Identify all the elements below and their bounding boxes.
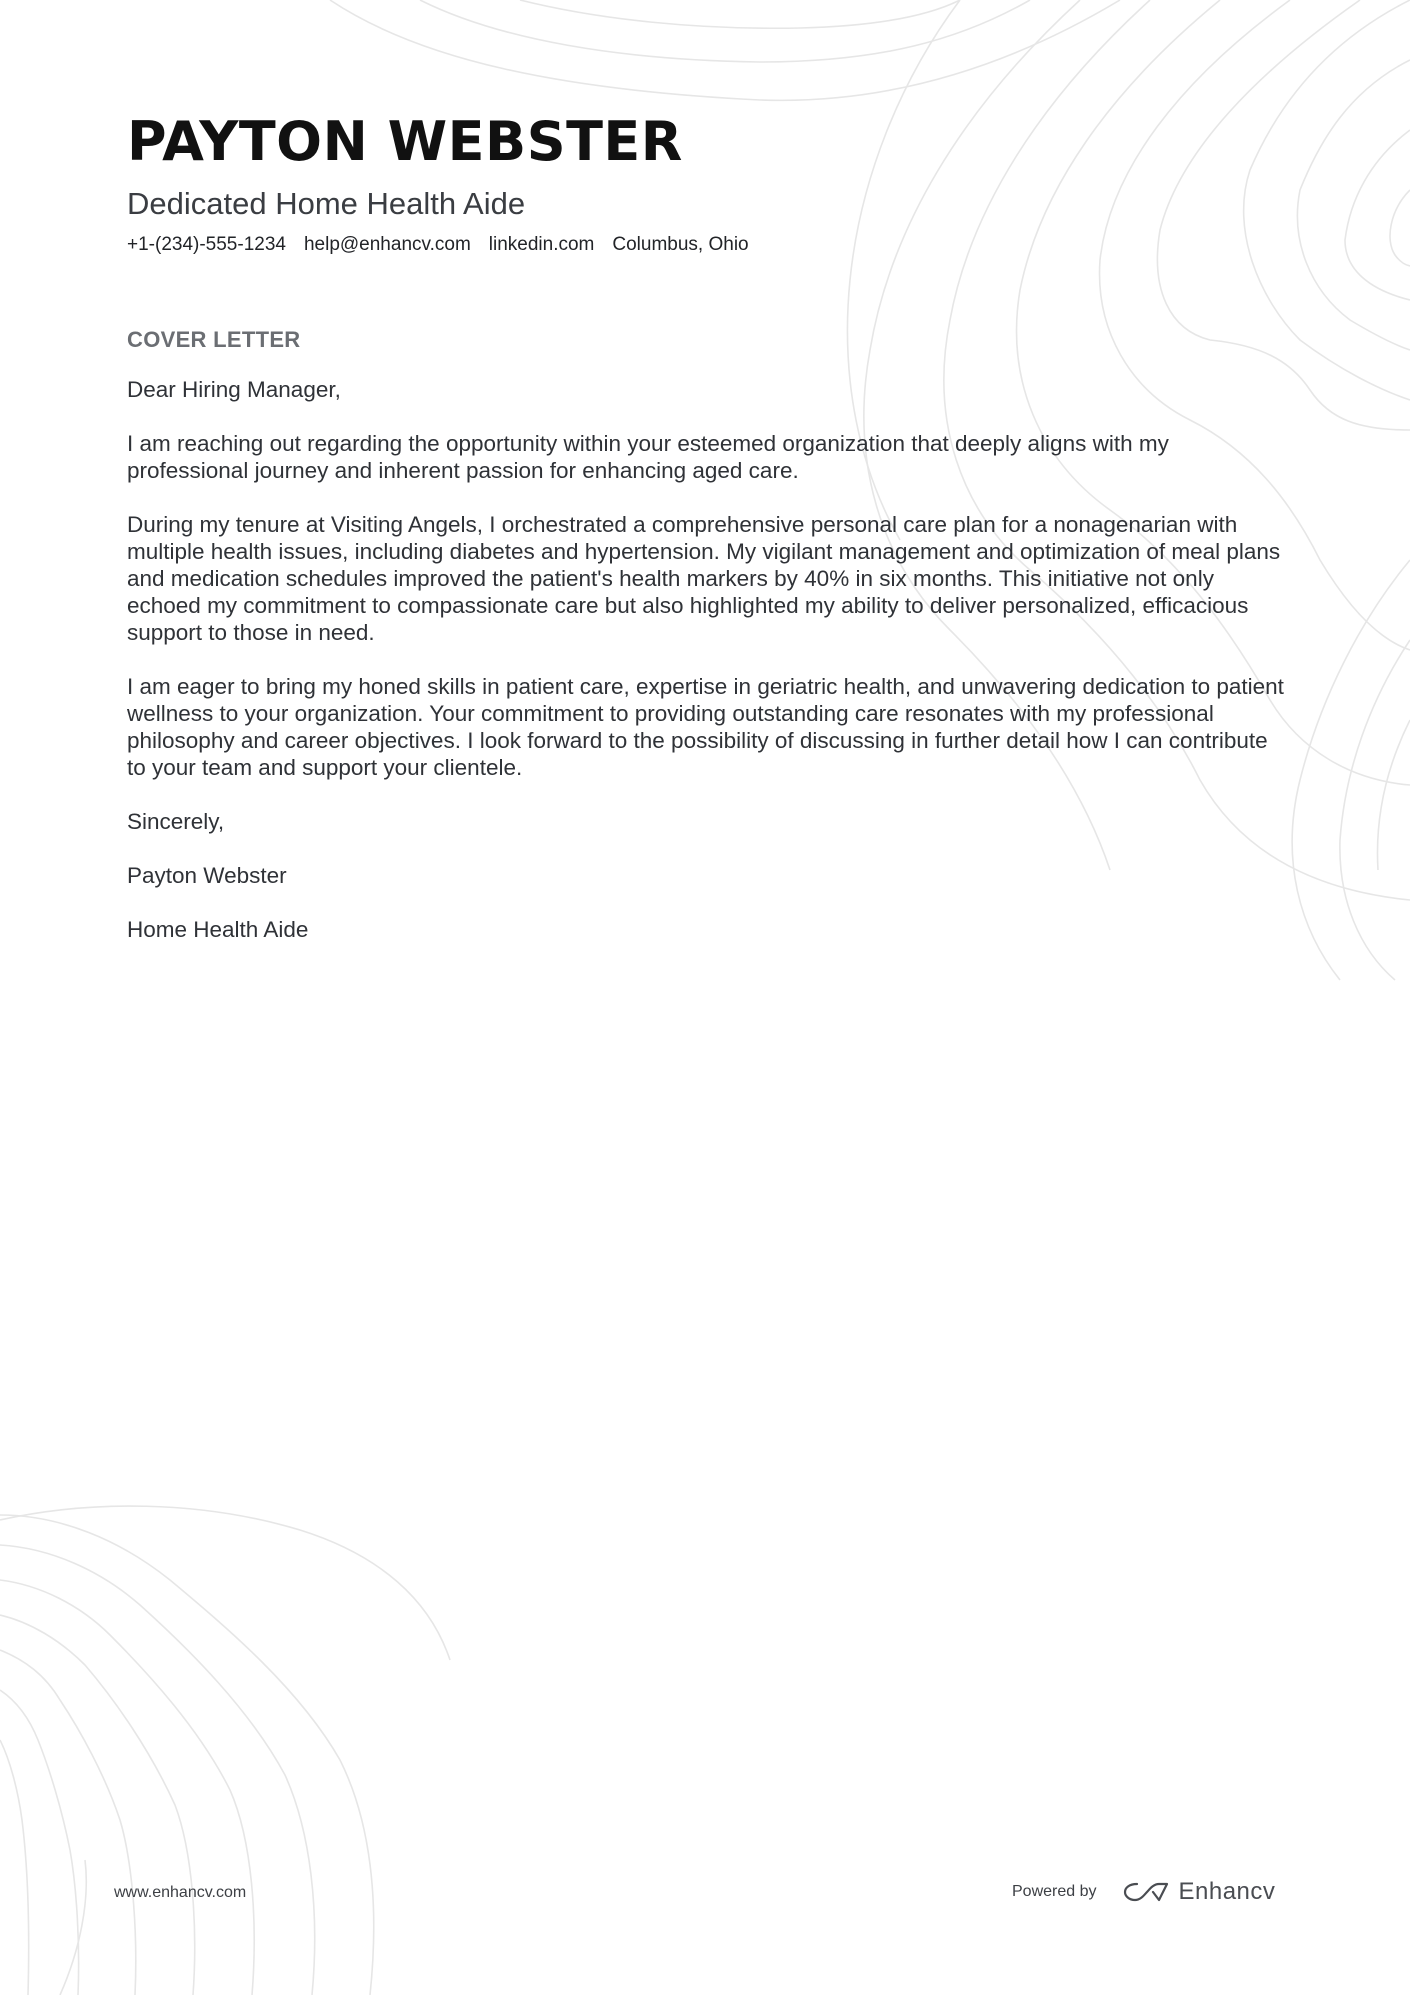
- signature-name: Payton Webster: [127, 863, 287, 888]
- candidate-name: PAYTON WEBSTER: [127, 110, 683, 173]
- greeting: Dear Hiring Manager,: [127, 377, 341, 402]
- linkedin-link[interactable]: linkedin.com: [488, 234, 595, 255]
- brand-name: Enhancv: [1178, 1878, 1276, 1905]
- letter-body: [127, 376, 1287, 943]
- section-title: COVER LETTER: [127, 327, 301, 352]
- enhancv-logo-icon: [1123, 1880, 1169, 1904]
- closing: Sincerely,: [127, 809, 225, 834]
- signature-title: Home Health Aide: [127, 917, 309, 942]
- email-address[interactable]: help@enhancv.com: [303, 234, 471, 255]
- candidate-headline: Dedicated Home Health Aide: [127, 186, 526, 221]
- contact-info: [127, 234, 1287, 256]
- cover-letter-page: [127, 110, 1287, 970]
- powered-by-label: Powered by: [1012, 1883, 1097, 1900]
- footer-branding: [1012, 1878, 1275, 1906]
- paragraph-1: I am reaching out regarding the opportunity within your esteemed organization that deeply aligns with my professional journey and inherent passion for enhancing aged care.: [127, 431, 1169, 483]
- brand-link[interactable]: [1123, 1878, 1276, 1906]
- phone-number[interactable]: +1-(234)-555-1234: [127, 234, 286, 255]
- location: Columbus, Ohio: [612, 234, 749, 255]
- footer-website[interactable]: www.enhancv.com: [114, 1884, 247, 1901]
- paragraph-3: I am eager to bring my honed skills in patient care, expertise in geriatric health, and unwavering dedication to patient wellness to your organization. Your commitment to providing outstanding care resonates with my professional philosophy and career objectives. I look forward to the possibility of discussing in further detail how I can contribute to your team and support your clientele.: [127, 674, 1284, 780]
- paragraph-2: During my tenure at Visiting Angels, I orchestrated a comprehensive personal care plan for a nonagenarian with multiple health issues, including diabetes and hypertension. My vigilant management and optimization of meal plans and medication schedules improved the patient's health markers by 40% in six months. This initiative not only echoed my commitment to compassionate care but also highlighted my ability to deliver personalized, efficacious support to those in need.: [127, 512, 1281, 645]
